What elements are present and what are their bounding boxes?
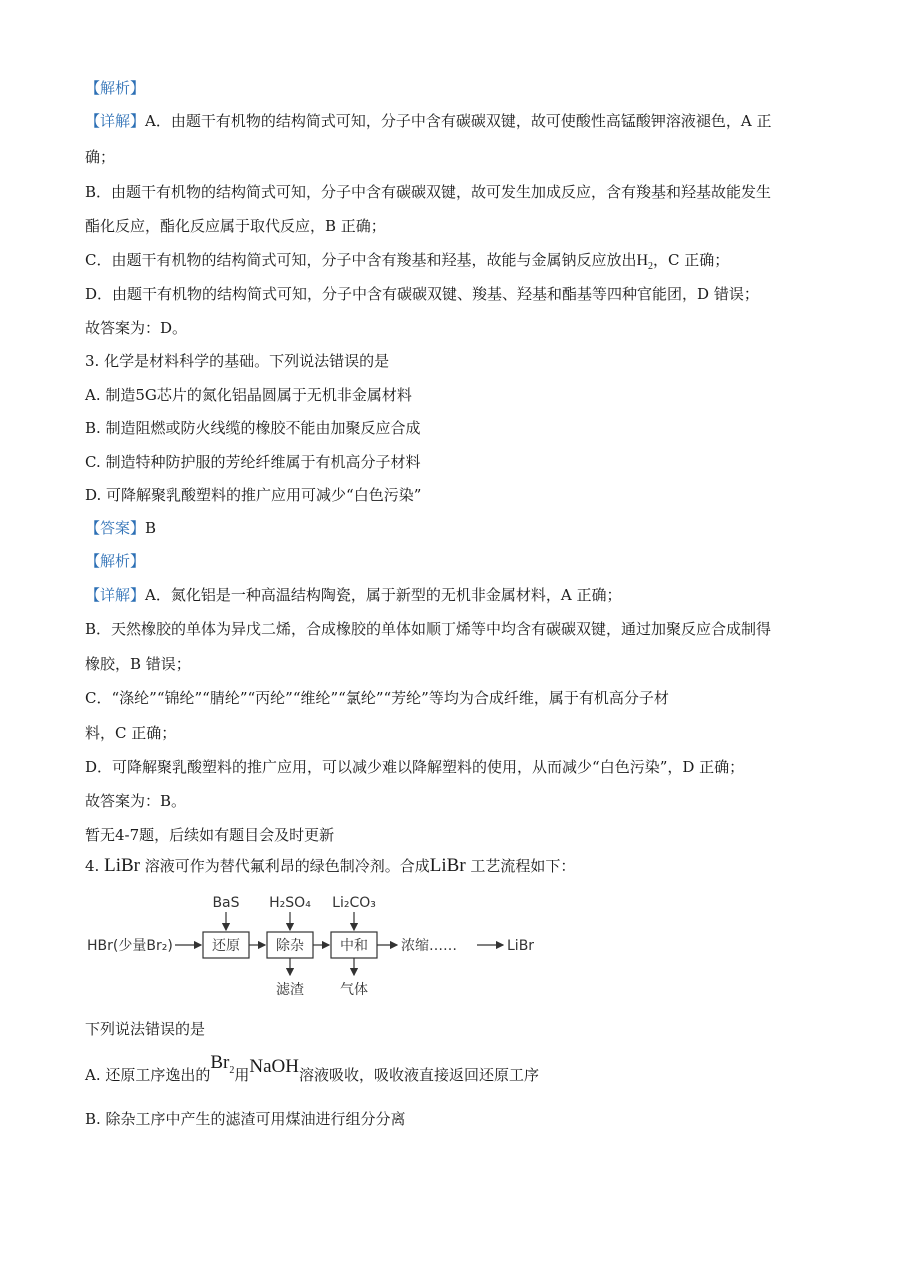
flow-concentration: 浓缩…… — [401, 938, 457, 954]
q4-stem-text: 溶液可作为替代氟利昂的绿色制冷剂。合成 — [139, 857, 430, 875]
reagent-h2so4: H₂SO₄ — [269, 895, 311, 911]
step-reduction: 还原 — [212, 938, 240, 954]
q3-answer: 故答案为：B。 — [85, 792, 187, 810]
q3-explanation-line-6: D．可降解聚乳酸塑料的推广应用，可以减少难以降解塑料的使用，从而减少“白色污染”，D 正确； — [85, 758, 745, 776]
q2-explanation-line-2: 确； — [85, 148, 116, 166]
process-flow-diagram — [85, 893, 545, 1003]
libr-formula-2: LiBr — [429, 855, 466, 876]
step-purification: 除杂 — [276, 938, 304, 954]
q4-a-text-1: A. 还原工序逸出的 — [85, 1066, 211, 1084]
br2-symbol: Br — [210, 1052, 230, 1073]
analysis-tag: 【解析】 — [85, 79, 146, 97]
flow-input: HBr(少量Br₂) — [87, 938, 173, 954]
q4-option-a — [85, 1052, 540, 1096]
q3-detail-tag: 【详解】 — [85, 586, 146, 604]
br2-subscript: 2 — [229, 1064, 235, 1076]
q3-stem: 3. 化学是材料科学的基础。下列说法错误的是 — [85, 352, 390, 370]
output-gas: 气体 — [340, 982, 368, 998]
q4-a-text-2: 用 — [234, 1066, 250, 1084]
q3-explanation-line-3: 橡胶，B 错误； — [85, 655, 191, 673]
step-neutralization: 中和 — [340, 938, 368, 954]
q4-a-text-3: 溶液吸收，吸收液直接返回还原工序 — [299, 1066, 540, 1084]
q2-l5-text-b: ，C 正确； — [653, 251, 730, 269]
libr-formula-1: LiBr — [104, 855, 140, 876]
q3-explanation-line-2: B．天然橡胶的单体为异戊二烯，合成橡胶的单体如顺丁烯等中均含有碳碳双键，通过加聚反应合成制得 — [85, 620, 772, 638]
q2-explanation-line-6: D．由题干有机物的结构简式可知，分子中含有碳碳双键、羧基、羟基和酯基等四种官能团，D 错误； — [85, 285, 759, 303]
br2-formula — [210, 1052, 235, 1076]
q2-explanation-line-4: 酯化反应，酯化反应属于取代反应，B 正确； — [85, 217, 386, 235]
reagent-bas: BaS — [212, 895, 240, 911]
flow-product: LiBr — [507, 938, 535, 954]
detail-tag: 【详解】 — [85, 112, 146, 130]
h2-formula-subscript: 2 — [648, 261, 654, 273]
reagent-li2co3: Li₂CO₃ — [332, 895, 376, 911]
q2-answer: 故答案为：D。 — [85, 319, 188, 337]
q3-option-b: B. 制造阻燃或防火线缆的橡胶不能由加聚反应合成 — [85, 419, 421, 437]
q3-answer-value: B — [145, 519, 157, 537]
q2-explanation-line-3: B．由题干有机物的结构简式可知，分子中含有碳碳双键，故可发生加成反应，含有羧基和羟基故能发生 — [85, 183, 772, 201]
h2-formula-symbol: H — [636, 252, 649, 269]
q4-stem — [85, 856, 575, 876]
naoh-formula: NaOH — [249, 1056, 299, 1077]
q3-option-a: A. 制造5G芯片的氮化铝晶圆属于无机非金属材料 — [85, 386, 412, 404]
update-note: 暂无4-7题，后续如有题目会及时更新 — [85, 826, 335, 844]
q4-stem-end: 工艺流程如下： — [465, 857, 576, 875]
q4-option-b: B. 除杂工序中产生的滤渣可用煤油进行组分分离 — [85, 1110, 406, 1128]
q2-explanation-line-1 — [85, 111, 771, 131]
q2-l1-text: A．由题干有机物的结构简式可知，分子中含有碳碳双键，故可使酸性高锰酸钾溶液褪色，A 正 — [145, 112, 772, 130]
q3-e1-text: A．氮化铝是一种高温结构陶瓷，属于新型的无机非金属材料，A 正确； — [145, 586, 622, 604]
answer-tag: 【答案】 — [85, 519, 146, 537]
q3-answer-line — [85, 518, 156, 538]
q4-ask: 下列说法错误的是 — [85, 1020, 206, 1038]
q3-explanation-line-5: 料，C 正确； — [85, 724, 177, 742]
output-residue: 滤渣 — [276, 982, 304, 998]
q3-analysis-tag: 【解析】 — [85, 552, 146, 570]
q3-option-c: C. 制造特种防护服的芳纶纤维属于有机高分子材料 — [85, 453, 421, 471]
q2-explanation-line-5 — [85, 250, 729, 277]
q3-explanation-line-1 — [85, 585, 621, 605]
q2-l5-text-a: C．由题干有机物的结构简式可知，分子中含有羧基和羟基，故能与金属钠反应放出 — [85, 251, 637, 269]
q3-option-d: D. 可降解聚乳酸塑料的推广应用可减少“白色污染” — [85, 486, 422, 504]
q4-number: 4. — [85, 857, 105, 875]
q3-explanation-line-4: C．“涤纶”“锦纶”“腈纶”“丙纶”“维纶”“氯纶”“芳纶”等均为合成纤维，属于有机高分子材 — [85, 689, 669, 707]
h2-formula — [636, 252, 654, 273]
